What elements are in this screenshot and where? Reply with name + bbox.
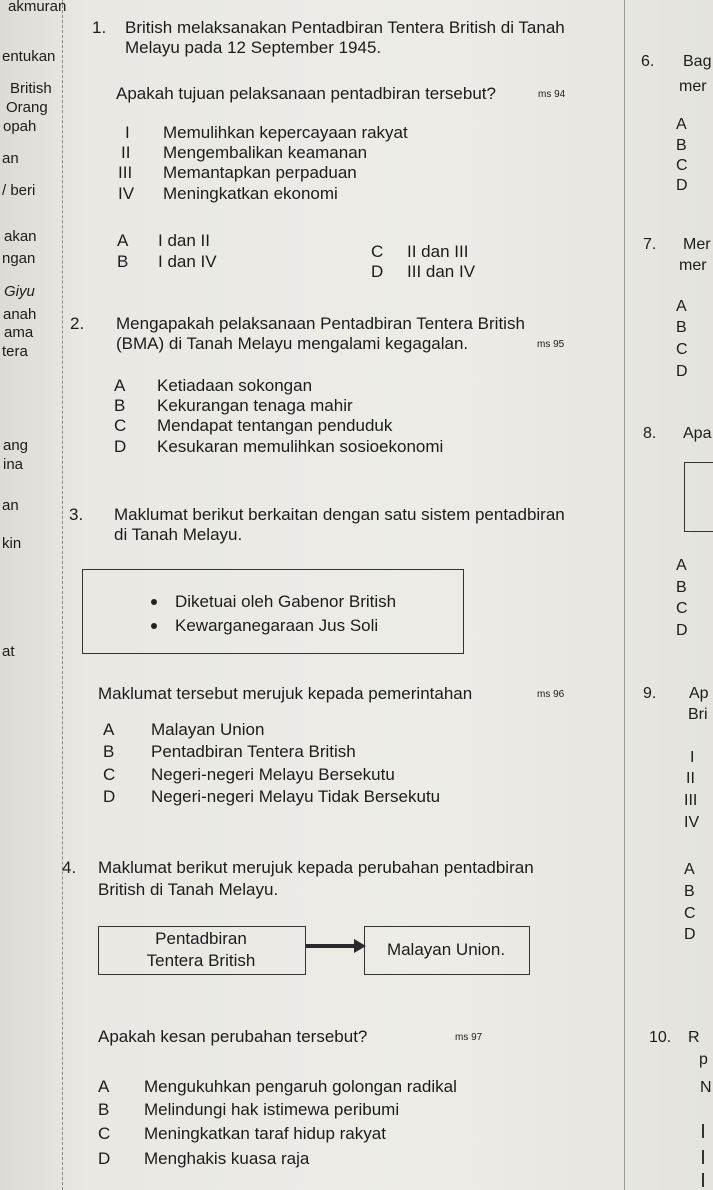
option-letter[interactable]: D [114,437,127,456]
option-text[interactable]: Mengukuhkan pengaruh golongan radikal [144,1077,457,1096]
question-number: 4. [62,858,77,877]
option-letter[interactable]: C [103,765,116,784]
question-stem: Mengapakah pelaksanaan Pentadbiran Tentera British [116,314,525,333]
option-letter[interactable]: D [676,622,688,639]
question-number: 2. [70,314,85,333]
option-letter[interactable]: B [103,742,115,761]
arrow-right-icon [306,938,368,954]
left-fragment: ina [3,456,24,473]
statement-text: Memantapkan perpaduan [163,163,357,182]
statement-roman: III [684,792,698,809]
left-fragment: kin [2,535,22,552]
roman-fragment [702,1124,704,1138]
statement-text: Mengembalikan keamanan [163,143,368,162]
option-letter[interactable]: A [103,720,115,739]
option-letter[interactable]: A [676,557,687,574]
left-column-divider [62,0,63,1190]
question-number: 3. [69,505,84,524]
question-fragment: p [699,1051,708,1068]
statement-roman: IV [684,814,700,831]
left-fragment: tera [2,343,28,360]
option-letter[interactable]: B [684,883,695,900]
question-fragment: Bag [683,53,712,70]
option-text[interactable]: I dan IV [158,252,217,271]
option-letter[interactable]: C [676,157,688,174]
statement-roman: I [690,749,695,766]
option-letter[interactable]: B [117,252,129,271]
page-reference: ms 94 [538,89,566,100]
left-fragment: an [2,497,19,514]
question-stem: Maklumat berikut berkaitan dengan satu sistem pentadbiran [114,505,565,524]
option-letter[interactable]: A [117,231,129,250]
option-text[interactable]: Negeri-negeri Melayu Bersekutu [151,765,395,784]
question-number: 1. [92,18,107,37]
left-fragment: at [2,643,15,660]
question-number: 7. [643,236,657,253]
option-text[interactable]: Pentadbiran Tentera British [151,742,356,761]
option-text[interactable]: I dan II [158,231,210,250]
option-text[interactable]: II dan III [407,242,469,261]
question-prompt: Apakah kesan perubahan tersebut? [98,1027,368,1046]
left-fragment: akmuran [8,0,67,15]
option-text[interactable]: III dan IV [407,262,476,281]
question-fragment: Mer [683,236,711,253]
question-stem: British di Tanah Melayu. [98,880,279,899]
left-fragment: entukan [2,48,56,65]
option-text[interactable]: Meningkatkan taraf hidup rakyat [144,1124,386,1143]
flow-box-right-text: Malayan Union. [386,940,506,959]
statement-roman: IV [118,184,135,203]
roman-fragment [702,1173,704,1187]
roman-fragment [702,1150,704,1164]
question-fragment: R [688,1029,700,1046]
question-stem: (BMA) di Tanah Melayu mengalami kegagalan. [116,334,469,353]
question-prompt: Maklumat tersebut merujuk kepada pemerintahan [98,684,473,703]
question-fragment: mer [679,78,707,95]
option-text[interactable]: Kekurangan tenaga mahir [157,396,353,415]
info-bullet-text: Diketuai oleh Gabenor British [175,592,397,611]
statement-text: Meningkatkan ekonomi [163,184,338,203]
option-text[interactable]: Kesukaran memulihkan sosioekonomi [157,437,444,456]
question-fragment: Bri [688,706,708,723]
option-text[interactable]: Melindungi hak istimewa peribumi [144,1100,400,1119]
left-fragment: opah [3,118,37,135]
page-reference: ms 96 [537,689,565,700]
option-letter[interactable]: C [676,341,688,358]
right-column-divider [624,0,625,1190]
left-fragment: Giyu [4,283,35,300]
statement-roman: II [121,143,131,162]
option-letter[interactable]: D [676,177,688,194]
option-text[interactable]: Malayan Union [151,720,265,739]
option-text[interactable]: Mendapat tentangan penduduk [157,416,393,435]
option-text[interactable]: Menghakis kuasa raja [144,1149,310,1168]
option-letter[interactable]: B [98,1100,110,1119]
option-letter[interactable]: C [371,242,384,261]
option-letter[interactable]: C [676,600,688,617]
option-letter[interactable]: C [98,1124,111,1143]
page-reference: ms 95 [537,339,565,350]
question-number: 9. [643,685,657,702]
flow-box-left-line1: Pentadbiran [155,929,247,948]
bullet-icon [151,623,157,629]
option-letter[interactable]: C [114,416,127,435]
flow-box-left-line2: Tentera British [146,951,256,970]
left-fragment: akan [4,228,37,245]
option-letter[interactable]: A [98,1077,110,1096]
bullet-icon [151,599,157,605]
info-bullet-text: Kewarganegaraan Jus Soli [175,616,379,635]
option-letter[interactable]: A [684,861,695,878]
question-fragment: Apa [683,425,712,442]
question-fragment: N [700,1079,712,1096]
option-letter[interactable]: A [114,376,126,395]
left-fragment: ama [4,324,34,341]
left-fragment: anah [3,306,37,323]
left-fragment: / beri [2,182,36,199]
left-fragment: ngan [2,250,36,267]
option-letter[interactable]: A [676,298,687,315]
question-stem: Maklumat berikut merujuk kepada perubahan pentadbiran [98,858,534,877]
question-number: 10. [649,1029,672,1046]
statement-roman: II [686,770,695,787]
left-fragment: Orang [6,99,48,116]
question-fragment: mer [679,257,707,274]
info-box-fragment [684,462,713,532]
option-letter[interactable]: B [676,319,687,336]
option-text[interactable]: Ketiadaan sokongan [157,376,313,395]
option-letter[interactable]: D [103,787,116,806]
left-fragment: British [10,80,52,97]
option-letter[interactable]: D [676,363,688,380]
statement-roman: I [125,123,130,142]
option-letter[interactable]: B [114,396,126,415]
question-stem: Melayu pada 12 September 1945. [125,38,382,57]
statement-roman: III [118,163,133,182]
question-stem: di Tanah Melayu. [114,525,243,544]
question-stem: British melaksanakan Pentadbiran Tentera British di Tanah [125,18,565,37]
page-reference: ms 97 [455,1032,483,1043]
option-text[interactable]: Negeri-negeri Melayu Tidak Bersekutu [151,787,441,806]
question-number: 8. [643,425,657,442]
option-letter[interactable]: B [676,137,687,154]
option-letter[interactable]: B [676,579,687,596]
option-letter[interactable]: C [684,905,696,922]
question-prompt: Apakah tujuan pelaksanaan pentadbiran tersebut? [116,84,496,103]
option-letter[interactable]: A [676,116,687,133]
option-letter[interactable]: D [371,262,384,281]
question-number: 6. [641,53,655,70]
option-letter[interactable]: D [98,1149,111,1168]
option-letter[interactable]: D [684,926,696,943]
left-fragment: an [2,150,19,167]
left-fragment: ang [3,437,29,454]
question-fragment: Ap [689,685,709,702]
statement-text: Memulihkan kepercayaan rakyat [163,123,408,142]
